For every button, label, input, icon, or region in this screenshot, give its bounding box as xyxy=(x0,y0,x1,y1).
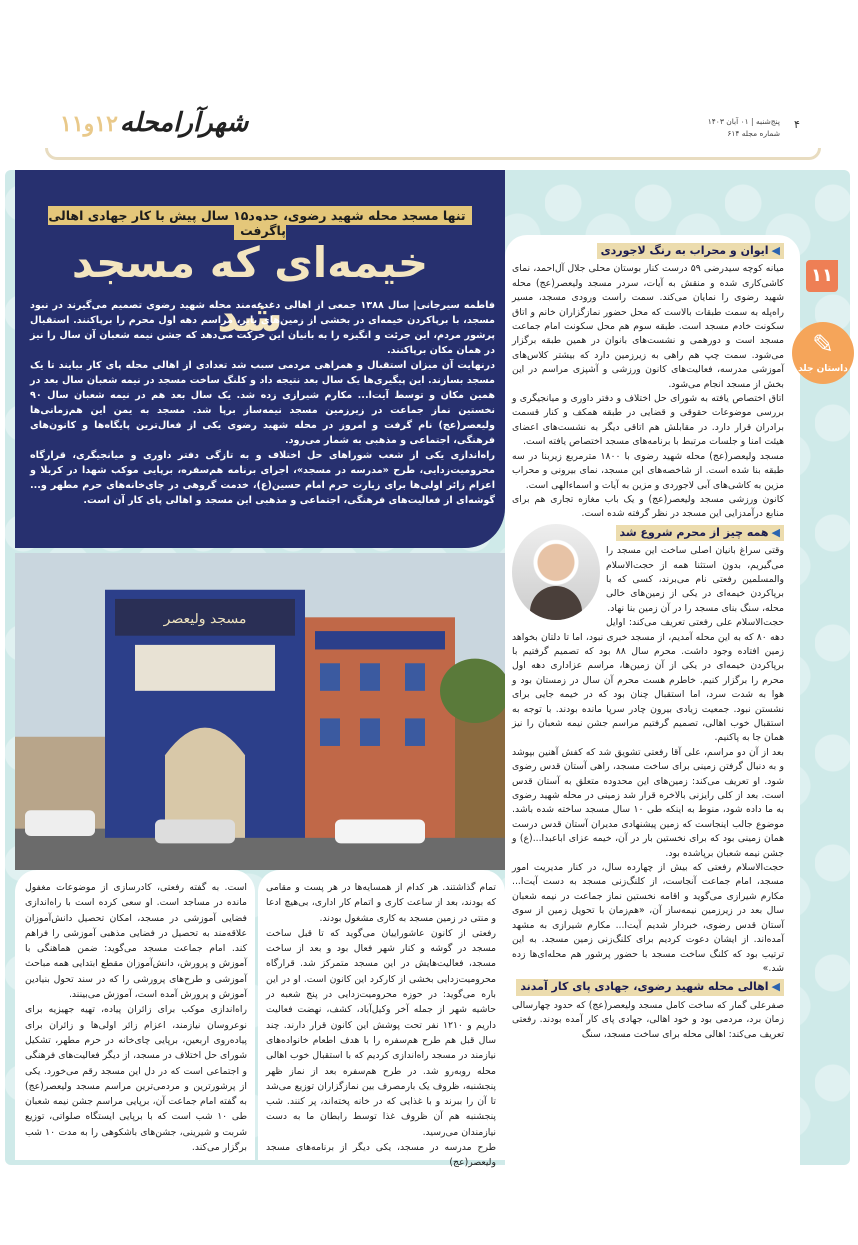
header-rule xyxy=(467,148,821,160)
kicker: تنها مسجد محله شهید رضوی، حدود۱۵ سال پیش با کار جهادی اهالی پاگرفت xyxy=(40,208,480,238)
mosque-photo xyxy=(15,553,505,870)
mosque-plaque: مسجد ولیعصر xyxy=(163,612,247,627)
arrow-icon: ◀ xyxy=(771,244,780,257)
bottom-middle-text: تمام گذاشتند. هر کدام از همسایه‌ها در هر پست و مقامی که بودند، بعد از ساعت کاری و اتمام کار اداری، بی‌هیچ ادعا و منتی در زمین مسجد به کاری مشغول بودند. رفعتی از کانون عاشوراییان می‌گوید که تا قبل ساخت مسجد در گوشه و کنار شهر فعال بود و بعد از ساخت مسجد، فعالیت‌هایش در این مسجد متمرکز شد. قرارگاه محرومیت‌زدایی بخشی از کارکرد این کانون است. او در این باره می‌گوید: در حوزه محرومیت‌زدایی در پنج شعبه در حاشیه شهر از جمله آخر وکیل‌آباد، کشف، نهضت فعالیت داریم و ۱۲۱۰ نفر تحت پوشش این کانون قرار دارند. چند سال قبل هم طرح هم‌سفره را با هدف اطعام خانواده‌های نیازمند در مسجد راه‌اندازی کردیم که با استقبال خوب اهالی محله روبه‌رو شد. در طرح هم‌سفره بعد از نماز ظهر پنجشنبه، ظروف یک بارمصرف بین نمازگزاران توزیع می‌شد تا آن را ببرند و با غذایی که در خانه پخته‌اند، پر کنند. شب پنجشنبه هم آن ظروف غذا توسط رابطان ما به دست نیازمندان می‌رسید. طرح مدرسه در مسجد، یکی دیگر از برنامه‌های مسجد ولیعصر(عج) xyxy=(266,882,496,1169)
header-rule xyxy=(45,148,467,160)
section-heading: ◀همه چیز از محرم شروع شد xyxy=(616,525,784,541)
section-number-badge: ۱۱ xyxy=(806,260,838,292)
publication-logo: شهرآرامحله۱۲و۱۱ xyxy=(60,108,249,138)
section-heading: ◀اهالی محله شهید رضوی، جهادی پای کار آمدند xyxy=(516,979,784,995)
portrait-photo xyxy=(512,524,600,620)
page-number: ۴ xyxy=(794,118,800,131)
pencil-icon: ✎ xyxy=(812,330,834,360)
headline: خیمه‌ای که مسجد شد xyxy=(71,238,429,341)
lead-text: فاطمه سیرجانی| سال ۱۳۸۸ جمعی از اهالی دغدغه‌مند محله شهید رضوی تصمیم می‌گیرند در نبود مسجد، با برپاکردن خیمه‌ای در بخشی از زمین‌های بایر، مراسم دهه اول محرم را برپاکنند. استقبال پرشور مردم، این جرئت و انگیزه را به بانیان این حرکت می‌دهد که جشن نیمه شعبان آن سال را نیز در همان مکان برپاکنند. درنهایت آن میزان استقبال و همراهی مردمی سبب شد تعدادی از اهالی محله پای کار بیایند تا یک مسجد بسازند. این پیگیری‌ها یک سال بعد نتیجه داد و کلنگ ساخت مسجد در نیمه شعبان سال بعد در همین مکان و توسط آیت‌ا... مکارم شیرازی زده شد. یک سال بعد هم در نیمه شعبان سال ۹۰ نخستین نماز جماعت در زیرزمین مسجد نیمه‌ساز برپا شد. مسجد به یمن این هم‌زمانی‌ها ولیعصر(عج) نام گرفت و امروز در محله شهید رضوی یکی از فعال‌ترین پایگاه‌ها و کانون‌های فرهنگی، اجتماعی و مذهبی به شمار می‌رود. راه‌اندازی یکی از شعب شوراهای حل اختلاف و به تازگی دفتر داوری و میانجیگری، قرارگاه محرومیت‌زدایی، طرح «مدرسه در مسجد»، اجرای برنامه هم‌سفره، برپایی موکب شهدا در کربلا و اعزام زائر اولی‌ها برای زیارت حرم امام حسین(ع)، خدمت گروهی در چای‌خانه‌های حرم مطهر و... گوشه‌ای از فعالیت‌های فرهنگی، اجتماعی و مذهبی این مسجد و اهالی پای کار آن است. xyxy=(30,300,495,506)
section-heading: ◀ایوان و محراب به رنگ لاجوردی xyxy=(597,243,784,259)
arrow-icon: ◀ xyxy=(771,980,780,994)
cover-story-badge: ✎ داستان جلد xyxy=(792,322,854,384)
bottom-left-text: است. به گفته رفعتی، کادرسازی از موضوعات مغفول مانده در مساجد است. او سعی کرده است با راه‌اندازی فضایی آموزشی در مسجد، امکان تحصیل دانش‌آموزان علاقه‌مند به تحصیل در فضایی مذهبی آموزشی را فراهم کند. امام جماعت مسجد می‌گوید: ضمن هماهنگی با آموزش و پرورش، دانش‌آموزان مقطع ابتدایی همه مباحث آموزشی و طرح‌های پرورشی را که در سند تحول بنیادین آموزش و پرورش آمده است، آموزش می‌بینند. راه‌اندازی موکب برای زائران پیاده، تهیه جهیزیه برای نوعروسان نیازمند، اعزام زائر اولی‌ها و زائران برای پیاده‌روی اربعین، برپایی چای‌خانه در حرم مطهر، تشکیل شورای حل اختلاف در مسجد، از دیگر فعالیت‌های فرهنگی و اجتماعی است که در دل این مسجد رقم می‌خورد. یکی از پرشورترین و مردمی‌ترین مراسم مسجد ولیعصر(عج) به گفته امام جماعت آن، برپایی مراسم جشن نیمه شعبان طی ۱۰ شب است که با برپایی ایستگاه صلواتی، توزیع شربت و شیرینی، جشن‌های باشکوهی را به مدت ۱۰ شب برگزار می‌کند. xyxy=(25,882,248,1154)
arrow-icon: ◀ xyxy=(771,525,780,539)
issue-info: پنج‌شنبه | ۰۱ آبان ۱۴۰۳ شماره مجله ۶۱۴ xyxy=(707,117,780,138)
right-column-text: ◀ایوان و محراب به رنگ لاجوردی میانه کوچه سیدرضی ۵۹ درست کنار بوستان محلی جلال آل‌احمد، نمای کاشی‌کاری شده و منقش به آیات، سردر مسجد ولیعصر(عج) محله شهید رضوی را نمایان می‌کند. سمت راست ورودی مسجد، مسیر راه‌پله به سمت طبقات بالاست که محل حضور نمازگزاران خانم و اتاق سکونت خادم مسجد است. طبقه سوم هم محل سکونت امام جماعت مسجد است و دورهمی و نشست‌های بانوان در همین طبقه برگزار می‌شود. سمت چپ هم راهی به زیرزمین دارد که بیشتر کلاس‌های آموزشی مدرسه، فعالیت‌های کانون ورزشی و آشپزی مراسم در این بخش از مسجد انجام می‌شود. اتاق اختصاص یافته به شورای حل اختلاف و دفتر داوری و میانجیگری و بررسی موضوعات حقوقی و قضایی در طبقه همکف و کنار قسمت برادران قرار دارد. در مقابلش هم اتاقی دیگر به نشست‌های اعضای هیئت امنا و جلسات مرتبط با برنامه‌های مسجد اختصاص یافته است. مسجد ولیعصر(عج) محله شهید رضوی با ۱۸۰۰ مترمربع زیربنا در سه طبقه بنا شده است. از شاخصه‌های این مسجد، نمای بیرونی و محراب مزین به کاشی‌های آبی لاجوردی و مزین به آیات و اسماءالهی است. کانون ورزشی مسجد ولیعصر(عج) و یک باب مغازه تجاری هم برای منابع درآمدزایی این مسجد در نظر گرفته شده است. ◀همه چیز از محرم شروع شد وقتی سراغ بانیان اصلی ساخت این مسجد را می‌گیریم، بدون استثنا همه از حجت‌الاسلام والمسلمین رفعتی نام می‌برند، کسی که با برپاکردن خیمه‌ای در یکی از زمین‌های خالی محله، سنگ بنای مسجد را در آن زمین بنا نهاد. حجت‌الاسلام علی رفعتی تعریف می‌کند: اوایل دهه ۸۰ که به این محله آمدیم، از مسجد خبری نبود، اما تا دلتان بخواهد زمین افتاده وجود داشت. محرم سال ۸۸ بود که تصمیم گرفتیم با برپاکردن خیمه‌ای در یکی از آن زمین‌ها، مراسم عزاداری دهه اول محرم را برگزار کنیم. خاطرم هست محرم آن سال در زمستان بود و هوا به شدت سرد، اما استقبال چنان بود که در خیمه جایی برای نشستن نبود. جمعیت زیادی بیرون چادر سرپا مانده بودند. با توجه به استقبال خوب اهالی، تصمیم گرفتیم مراسم جشن نیمه شعبان را نیز همان جا به پاکنیم. بعد از آن دو مراسم، علی آقا رفعتی تشویق شد که کفش آهنین بپوشد و به دنبال گرفتن زمینی برای ساخت مسجد، راهی آستان قدس رضوی شود. او تعریف می‌کند: زمین‌های این محدوده متعلق به آستان قدس است. بعد از کلی رایزنی بالاخره قرار شد زمینی در محله شهید رضوی به ما داده شود، منوط به اینکه طی ۱۰ سال مسجد ساخته شده باشد. موضوع جالب اینجاست که زمین پیشنهادی مدیران آستان قدس درست همان زمینی بود که برای نخستین بار در آن، خیمه عزای اباعبدا...(ع) و جشن نیمه شعبان برپاشده بود. حجت‌الاسلام رفعتی که بیش از چهارده سال، در کنار مدیریت امور مسجد، امام جماعت آنجاست، از کلنگ‌زنی مسجد به دست آیت‌ا... مکارم شیرازی می‌گوید و اقامه نخستین نماز جماعت در نیمه شعبان سال بعد در زیرزمین نیمه‌ساز آن، «هم‌زمان با تحویل زمین از سوی آستان قدس رضوی، خبردار شدیم آیت‌ا... مکارم شیرازی به مشهد آمده‌اند. از ایشان دعوت کردیم برای کلنگ‌زنی زمین مسجد. به این ترتیب بود که کلنگ ساخت مسجد با حضور پرشور هم محله‌ای‌ها زده شد.» ◀اهالی محله شهید رضوی، جهادی پای کار آمدند صفرعلی گمار که ساخت کامل مسجد ولیعصر(عج) که حدود چهارسالی زمان برد، مردمی بود و خود اهالی، جهادی پای کار آمده بودند. رفعتی تعریف می‌کند: اهالی محله برای ساخت مسجد، سنگ xyxy=(512,244,785,1040)
